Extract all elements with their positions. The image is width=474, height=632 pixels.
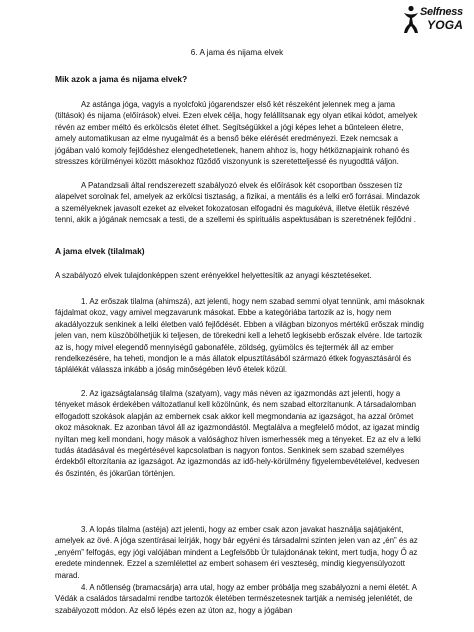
list-item-szatyam: 2. Az igazságtalanság tilalma (szatyam), vagy más néven az igazmondás azt jelenti, hogy a tényeket mások érdekében változatlanul kell közölnünk, és nem szabad eltorzítanunk. A társadalomban elfogadott szokások alapján az embernek csak akkor kell megmondania az igazságot, ha azzal örömet okoz másoknak. Ez azonban távol áll az igazmondástól. Megtalálva a megfelelő módot, az igazat mindig nyíltan meg kell mondani, hogy mások a valósághoz híven ismerhessék meg a tényeket. Ez az elv a lelki tudás átadásával és megértésével kapcsolatban is nagyon fontos. Senkinek sem szabad személyes érdekből eltorzítania az igazságot. Az igazmondás az idő-hely-körülmény figyelembevételével, kedvesen és őszintén, és jókarűan történjen. [55, 389, 421, 478]
logo-text-selfness: Selfness [420, 6, 463, 18]
section-heading-1: Mik azok a jama és nijama elvek? [55, 74, 188, 84]
logo-text-yoga: YOGA [427, 18, 464, 32]
list-item-asteja: 3. A lopás tilalma (astéja) azt jelenti, hogy az ember csak azon javakat használja sajátjaként, amelyek az övé. A jóga szentírásai leírják, hogy bár egyéni és társadalmi szinten jelen van az „én” és az „enyém” felfogás, egy jógi valójában mindent a Legfelsőbb Úr tulajdonának tekint, mert tudja, hogy Ő az eredete mindennek. Ezzel a szemlélettel az embert sohasem éri veszteség, mindig kiegyensúlyozott marad. [55, 525, 418, 580]
selfness-yoga-logo [400, 4, 468, 36]
section-heading-2: A jama elvek (tilalmak) [55, 246, 145, 256]
list-item-ahimsza: 1. Az erőszak tilalma (ahimszá), azt jelenti, hogy nem szabad semmi olyat tennünk, ami másoknak fájdalmat okoz, vagy amivel megzavarunk másokat. Ebbe a kategóriába tartozik az is, hogy nem akadályozzuk senkinek a lelki életben való fejlődését. Ebben a világban bizonyos mértékű erőszak mindig jelen van, nem küszöbölhetjük ki teljesen, de törekedni kell a lehető legkisebb erőszak elvére. Ide tartozik az is, hogy mivel elegendő mennyiségű gabonaféle, zöldség, gyümölcs és tejtermék áll az ember rendelkezésére, ha teheti, mondjon le a más állatok elpusztításából származó étkek fogyasztásáról és táplálékát válassza inkább a jóság minőségében lévő ételek közül. [55, 297, 425, 375]
page-title: 6. A jama és nijama elvek [190, 48, 284, 57]
yoga-figure-icon [402, 5, 420, 35]
intro-paragraph-2: A Patandzsali által rendszerezett szabályozó elvek és előírások két csoportban összesen tíz alapelvet sorolnak fel, amelyek az erkölcsi tisztaság, a fizikai, a mentális és a lelki erő forrásai. Mindazok a személyeknek javasolt ezeket az elveket fokozatosan elfogadni és magukévá, illetve életük részévé tenni, akik a jógának nemcsak a testi, de a szellemi és spirituális aspektusában is szeretnének fejlődni . [55, 181, 420, 225]
intro-paragraph-1: Az astánga jóga, vagyis a nyolcfokú jógarendszer első két részeként jelennek meg a jama (tiltások) és nijama (előírások) elvei. Ezen elvek célja, hogy felállítsanak egy olyan etikai kódot, amelyek révén az ember méltó és erkölcsös életet élhet. Segítségükkel a jógi képes lehet a bűnteleen életre, amely automatikusan az elme nyugalmát és a benső béke elérését eredményezi. Ezek nemcsak a jógában való komoly fejlődéshez elengedhetetlenek, hanem ahhoz is, hogy hétköznapjaink rohanó és stresszes körülményei között másokhoz fűződő viszonyunk is szeretetteljessé és nyugodttá váljon. [55, 100, 418, 167]
lead-paragraph: A szabályozó elvek tulajdonképpen szent erényekkel helyettesítik az anyagi késztetéseket. [55, 271, 372, 280]
list-item-bramacsarja: 4. A nőtlenség (bramacsárja) arra utal, hogy az ember próbálja meg szabályozni a nemi életét. A Védák a családos társadalmi rendbe tartozók életében természetesnek tartják a nemiség jelenlétét, de szabályozott módon. Az első lépés ezen az úton az, hogy a jógában [55, 583, 417, 615]
